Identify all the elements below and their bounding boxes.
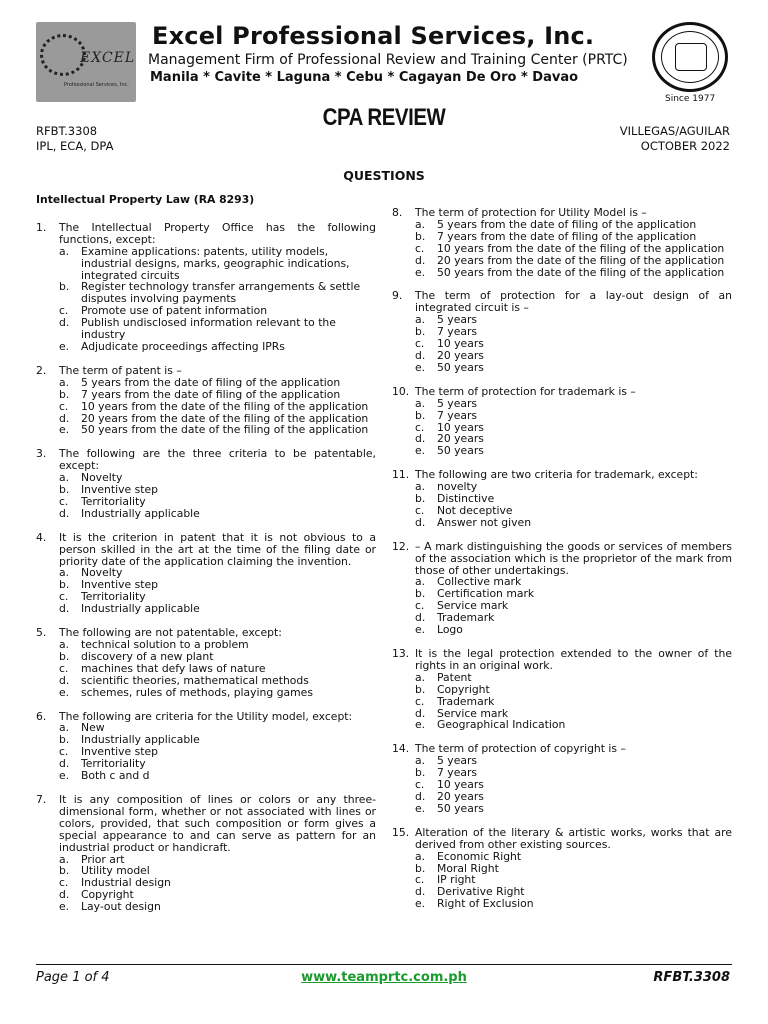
option-text: Certification mark (437, 587, 535, 601)
option-letter: a. (415, 313, 426, 327)
option-text: Adjudicate proceedings affecting IPRs (81, 339, 285, 353)
question-item (36, 794, 376, 913)
question-number: 4. (36, 530, 47, 544)
option-text: Lay-out design (81, 900, 161, 914)
company-name: Excel Professional Services, Inc. (152, 22, 595, 50)
option-letter: b. (415, 682, 426, 696)
option-letter: d. (415, 789, 426, 803)
option-text: Novelty (81, 566, 123, 580)
document-header (0, 0, 768, 110)
option-text: Publish undisclosed information relevant to the industry (81, 316, 336, 342)
option-letter: c. (59, 876, 69, 890)
option-text: Answer not given (437, 515, 532, 529)
question-item (392, 290, 732, 373)
option-text: 50 years from the date of the filing of the application (437, 265, 725, 279)
answer-option (415, 898, 732, 910)
company-subtitle: Management Firm of Professional Review and Training Center (PRTC) (148, 52, 628, 68)
question-text: The Intellectual Property Office has the following functions, except: (59, 220, 376, 246)
question-number: 1. (36, 220, 47, 234)
option-letter: e. (415, 623, 426, 637)
doc-date: OCTOBER 2022 (640, 139, 730, 153)
option-text: Industrially applicable (81, 602, 200, 616)
answer-option (59, 341, 376, 353)
option-text: novelty (437, 480, 478, 494)
option-letter: d. (59, 506, 70, 520)
option-letter: c. (415, 337, 425, 351)
question-text: The term of protection for Utility Model is – (415, 206, 647, 219)
option-text: 7 years (437, 325, 478, 339)
option-letter: a. (415, 849, 426, 863)
option-text: Collective mark (437, 575, 522, 589)
question-item (392, 469, 732, 529)
option-letter: e. (415, 801, 426, 815)
option-letter: b. (59, 387, 70, 401)
option-letter: a. (59, 375, 70, 389)
answer-option (415, 803, 732, 815)
left-column (36, 194, 376, 925)
option-letter: a. (415, 396, 426, 410)
option-text: scientific theories, mathematical methods (81, 673, 309, 687)
answer-option (59, 424, 376, 436)
answer-option (59, 317, 376, 341)
doc-title: CPA REVIEW (322, 104, 446, 131)
option-letter: a. (415, 480, 426, 494)
answer-option (59, 508, 376, 520)
question-number: 8. (392, 206, 403, 219)
option-text: New (81, 721, 105, 735)
option-text: Derivative Right (437, 885, 525, 899)
question-item (392, 541, 732, 636)
question-text: It is the legal protection extended to the owner of the rights in an original work. (415, 647, 732, 672)
option-text: Prior art (81, 852, 125, 866)
question-number: 15. (392, 825, 410, 839)
option-text: 7 years from the date of filing of the application (81, 387, 341, 401)
option-letter: c. (59, 304, 69, 318)
option-letter: b. (59, 578, 70, 592)
doc-authors: VILLEGAS/AGUILAR (619, 124, 730, 138)
option-letter: c. (59, 494, 69, 508)
question-number: 10. (392, 384, 410, 398)
option-text: 10 years (437, 420, 484, 434)
option-letter: b. (415, 492, 426, 506)
option-letter: d. (415, 515, 426, 529)
option-letter: d. (415, 253, 426, 267)
option-text: Territoriality (81, 590, 146, 604)
option-text: 50 years (437, 801, 484, 815)
option-letter: a. (415, 217, 426, 231)
prtc-seal-icon (652, 22, 728, 92)
question-item (392, 827, 732, 910)
option-letter: c. (415, 503, 425, 517)
option-text: Inventive step (81, 745, 158, 759)
option-letter: a. (59, 852, 70, 866)
answer-option (415, 719, 732, 731)
option-letter: a. (415, 670, 426, 684)
option-letter: c. (415, 694, 425, 708)
option-letter: a. (415, 575, 426, 589)
question-number: 12. (392, 539, 410, 553)
option-letter: a. (59, 566, 70, 580)
option-text: 7 years (437, 408, 478, 422)
option-text: Utility model (81, 864, 150, 878)
option-text: Examine applications: patents, utility models, industrial designs, marks, geographic indications, integrated circuits (81, 244, 350, 282)
option-letter: d. (415, 611, 426, 625)
option-letter: a. (59, 638, 70, 651)
question-number: 9. (392, 289, 403, 303)
option-letter: e. (59, 900, 70, 914)
option-letter: e. (415, 360, 426, 374)
option-letter: c. (415, 420, 425, 434)
option-text: 50 years (437, 360, 484, 374)
option-letter: b. (59, 649, 70, 663)
option-letter: d. (59, 888, 70, 902)
question-item (36, 365, 376, 436)
option-letter: e. (415, 265, 426, 279)
option-letter: e. (59, 423, 70, 437)
question-text: The following are criteria for the Utility model, except: (59, 709, 353, 723)
option-text: Territoriality (81, 494, 146, 508)
option-letter: c. (59, 661, 69, 675)
option-text: Inventive step (81, 483, 158, 497)
option-text: Copyright (81, 888, 134, 902)
option-text: machines that defy laws of nature (81, 661, 266, 675)
option-letter: d. (59, 673, 70, 687)
option-text: Industrial design (81, 876, 171, 890)
option-letter: c. (415, 599, 425, 613)
answer-option (415, 267, 732, 279)
question-number: 2. (36, 363, 47, 377)
option-letter: b. (59, 733, 70, 747)
option-letter: b. (415, 587, 426, 601)
question-number: 5. (36, 626, 47, 640)
question-text: Alteration of the literary & artistic works, works that are derived from other existing sources. (415, 825, 732, 851)
question-text: The following are the three criteria to be patentable, except: (59, 447, 376, 473)
question-item (392, 743, 732, 814)
question-number: 11. (392, 468, 410, 482)
logo-text: EXCEL (80, 50, 136, 66)
option-letter: a. (59, 244, 70, 258)
option-text: 20 years (437, 789, 484, 803)
option-text: Industrially applicable (81, 733, 200, 747)
answer-option (415, 517, 732, 529)
option-letter: b. (59, 864, 70, 878)
question-text: The term of patent is – (59, 363, 182, 377)
question-item (36, 711, 376, 782)
option-letter: b. (415, 861, 426, 875)
option-text: Logo (437, 623, 463, 637)
question-text: The term of protection for trademark is – (415, 384, 636, 398)
option-text: Moral Right (437, 861, 499, 875)
option-letter: b. (415, 229, 426, 243)
answer-option (415, 624, 732, 636)
answer-option (59, 246, 376, 282)
questions-heading: QUESTIONS (343, 168, 425, 183)
option-text: 7 years (437, 766, 478, 780)
option-text: 20 years from the date of the filing of the application (81, 411, 369, 425)
question-item (392, 648, 732, 731)
question-text: – A mark distinguishing the goods or services of members of the association which is the proprietor of the mark from those of other undertakings. (415, 539, 732, 577)
option-text: Not deceptive (437, 503, 513, 517)
question-text: The term of protection for a lay-out design of an integrated circuit is – (415, 289, 732, 315)
option-letter: e. (59, 769, 70, 783)
question-item (392, 207, 732, 278)
question-number: 14. (392, 742, 410, 756)
option-text: Promote use of patent information (81, 304, 268, 318)
option-text: Patent (437, 670, 472, 684)
answer-option (59, 281, 376, 305)
footer-divider (36, 964, 732, 965)
option-text: 5 years (437, 754, 478, 768)
option-letter: d. (59, 757, 70, 771)
option-letter: a. (59, 721, 70, 735)
option-letter: a. (59, 471, 70, 485)
option-letter: c. (59, 399, 69, 413)
option-text: 5 years from the date of filing of the application (437, 217, 697, 231)
option-letter: d. (59, 411, 70, 425)
option-letter: c. (59, 590, 69, 604)
answer-option (59, 770, 376, 782)
option-letter: b. (415, 408, 426, 422)
option-letter: b. (59, 483, 70, 497)
question-number: 6. (36, 709, 47, 723)
option-text: Distinctive (437, 492, 495, 506)
option-text: Geographical Indication (437, 718, 566, 732)
option-text: 5 years (437, 396, 478, 410)
option-text: 50 years (437, 444, 484, 458)
doc-topics: IPL, ECA, DPA (36, 139, 114, 153)
option-text: Register technology transfer arrangements & settle disputes involving payments (81, 280, 361, 306)
option-text: 20 years from the date of the filing of the application (437, 253, 725, 267)
option-letter: c. (415, 241, 425, 255)
page-number: Page 1 of 4 (36, 970, 110, 985)
option-letter: e. (415, 718, 426, 732)
option-text: 10 years (437, 337, 484, 351)
question-text: It is any composition of lines or colors or any three-dimensional form, whether or not associated with lines or colors, provided, that such composition or form gives a special appearance to and can serve as pattern for an industrial product or handicraft. (59, 792, 376, 854)
answer-option (59, 603, 376, 615)
option-letter: e. (415, 444, 426, 458)
option-letter: e. (59, 685, 70, 699)
doc-meta-right (620, 124, 730, 154)
answer-option (59, 687, 376, 699)
option-text: 5 years (437, 313, 478, 327)
question-item (36, 627, 376, 698)
option-text: Copyright (437, 682, 490, 696)
option-text: Service mark (437, 599, 509, 613)
answer-option (415, 362, 732, 374)
excel-logo (36, 22, 136, 102)
section-title: Intellectual Property Law (RA 8293) (36, 193, 255, 206)
option-letter: d. (415, 432, 426, 446)
option-letter: e. (59, 339, 70, 353)
option-text: technical solution to a problem (81, 638, 249, 651)
option-text: IP right (437, 873, 476, 887)
option-text: Economic Right (437, 849, 522, 863)
option-text: 10 years (437, 778, 484, 792)
option-letter: d. (59, 316, 70, 330)
question-number: 13. (392, 647, 410, 660)
option-text: schemes, rules of methods, playing games (81, 685, 313, 699)
website-link[interactable]: www.teamprtc.com.ph (301, 970, 467, 985)
option-text: discovery of a new plant (81, 649, 214, 663)
option-letter: c. (59, 745, 69, 759)
option-text: 5 years from the date of filing of the application (81, 375, 341, 389)
option-text: Inventive step (81, 578, 158, 592)
question-text: The following are two criteria for trademark, except: (415, 468, 698, 482)
option-text: 10 years from the date of the filing of the application (437, 241, 725, 255)
option-text: Novelty (81, 471, 123, 485)
option-text: 7 years from the date of filing of the application (437, 229, 697, 243)
question-text: The following are not patentable, except: (59, 626, 282, 640)
question-item (36, 448, 376, 519)
option-text: Industrially applicable (81, 506, 200, 520)
option-text: 20 years (437, 432, 484, 446)
question-number: 7. (36, 792, 47, 806)
question-item (392, 386, 732, 457)
option-letter: d. (59, 602, 70, 616)
option-text: 10 years from the date of the filing of the application (81, 399, 369, 413)
option-text: Service mark (437, 706, 509, 720)
option-letter: d. (415, 706, 426, 720)
logo-subtext: Professional Services, Inc. (64, 82, 129, 88)
since-label: Since 1977 (665, 94, 716, 104)
question-text: The term of protection of copyright is – (415, 742, 626, 756)
option-text: Territoriality (81, 757, 146, 771)
question-text: It is the criterion in patent that it is not obvious to a person skilled in the art at the time of the filing date or priority date of the application claiming the invention. (59, 530, 376, 568)
option-text: 50 years from the date of the filing of the application (81, 423, 369, 437)
question-number: 3. (36, 447, 47, 461)
option-letter: d. (415, 348, 426, 362)
option-text: 20 years (437, 348, 484, 362)
option-letter: b. (415, 766, 426, 780)
option-text: Trademark (437, 611, 495, 625)
question-item (36, 532, 376, 615)
option-letter: d. (415, 885, 426, 899)
question-item (36, 222, 376, 353)
option-text: Both c and d (81, 769, 150, 783)
option-text: Trademark (437, 694, 495, 708)
option-letter: b. (415, 325, 426, 339)
option-letter: b. (59, 280, 70, 294)
right-column (392, 207, 732, 922)
option-letter: c. (415, 873, 425, 887)
option-text: Right of Exclusion (437, 897, 534, 911)
answer-option (59, 901, 376, 913)
answer-option (415, 445, 732, 457)
company-cities: Manila * Cavite * Laguna * Cebu * Cagayan De Oro * Davao (150, 70, 579, 85)
option-letter: a. (415, 754, 426, 768)
option-letter: e. (415, 897, 426, 911)
doc-code: RFBT.3308 (36, 124, 98, 138)
option-letter: c. (415, 778, 425, 792)
footer-code: RFBT.3308 (653, 970, 730, 985)
